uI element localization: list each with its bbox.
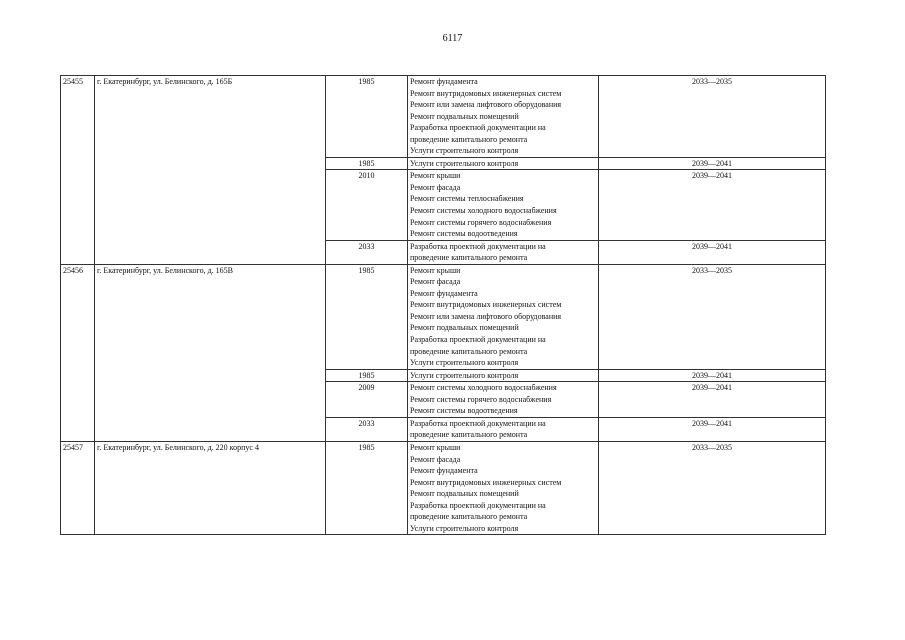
- planned-period: 2039—2041: [599, 417, 826, 441]
- works-list: [408, 157, 599, 170]
- table-row: [61, 441, 826, 534]
- work-item: Ремонт фундамента: [410, 77, 478, 86]
- work-item: Ремонт системы водоотведения: [410, 406, 518, 416]
- work-item: Услуги строительного контроля: [410, 146, 519, 156]
- table-row: [61, 264, 826, 369]
- planned-period: 2039—2041: [599, 157, 826, 170]
- work-item: Услуги строительного контроля: [410, 358, 519, 368]
- planned-period: 2033—2035: [599, 264, 826, 369]
- planned-period: 2039—2041: [599, 170, 826, 240]
- work-item: Ремонт крыши: [410, 442, 461, 452]
- record-address: г. Екатеринбург, ул. Белинского, д. 165В: [95, 264, 326, 441]
- work-item: Ремонт системы теплоснабжения: [410, 194, 524, 204]
- work-item: Ремонт внутридомовых инженерных систем: [410, 88, 562, 98]
- work-item: проведение капитального ремонта: [410, 134, 528, 144]
- work-item: Разработка проектной документации на: [410, 241, 546, 251]
- work-item: Ремонт фасада: [410, 454, 461, 464]
- record-id: 25457: [61, 441, 95, 534]
- record-id: 25455: [61, 76, 95, 265]
- repair-schedule-table: [60, 75, 826, 535]
- construction-year: 2009: [326, 382, 408, 418]
- work-item: Ремонт системы холодного водоснабжения: [410, 206, 557, 216]
- work-item: Ремонт системы холодного водоснабжения: [410, 383, 557, 393]
- work-item: Ремонт подвальных помещений: [410, 323, 519, 333]
- works-list: [408, 264, 599, 369]
- work-item: Ремонт фасада: [410, 277, 461, 287]
- construction-year: 2033: [326, 417, 408, 441]
- work-item: Разработка проектной документации на: [410, 335, 546, 345]
- works-list: [408, 170, 599, 240]
- work-item: проведение капитального ремонта: [410, 346, 528, 356]
- construction-year: 1985: [326, 441, 408, 534]
- record-address: г. Екатеринбург, ул. Белинского, д. 220 корпус 4: [95, 441, 326, 534]
- works-list: [408, 417, 599, 441]
- work-item: Ремонт крыши: [410, 265, 461, 275]
- planned-period: 2039—2041: [599, 240, 826, 264]
- record-id: 25456: [61, 264, 95, 441]
- work-item: Ремонт системы водоотведения: [410, 229, 518, 239]
- works-list: [408, 382, 599, 418]
- work-item: Ремонт системы горячего водоснабжения: [410, 217, 552, 227]
- work-item: Разработка проектной документации на: [410, 500, 546, 510]
- work-item: Ремонт внутридомовых инженерных систем: [410, 477, 562, 487]
- work-item: Ремонт подвальных помещений: [410, 111, 519, 121]
- construction-year: 2010: [326, 170, 408, 240]
- work-item: Ремонт или замена лифтового оборудования: [410, 311, 562, 321]
- work-item: Ремонт фундамента: [410, 288, 478, 298]
- works-list: [408, 76, 599, 158]
- work-item: Ремонт внутридомовых инженерных систем: [410, 300, 562, 310]
- planned-period: 2033—2035: [599, 441, 826, 534]
- construction-year: 1985: [326, 157, 408, 170]
- work-item: Ремонт или замена лифтового оборудования: [410, 100, 562, 110]
- work-item: проведение капитального ремонта: [410, 253, 528, 263]
- planned-period: 2033—2035: [599, 76, 826, 158]
- work-item: Услуги строительного контроля: [410, 158, 519, 168]
- construction-year: 1985: [326, 264, 408, 369]
- planned-period: 2039—2041: [599, 369, 826, 382]
- work-item: Разработка проектной документации на: [410, 123, 546, 133]
- works-list: [408, 240, 599, 264]
- work-item: Ремонт крыши: [410, 171, 461, 181]
- record-address: г. Екатеринбург, ул. Белинского, д. 165Б: [95, 76, 326, 265]
- construction-year: 2033: [326, 240, 408, 264]
- page-number: 6117: [442, 33, 463, 44]
- works-list: [408, 369, 599, 382]
- work-item: проведение капитального ремонта: [410, 430, 528, 440]
- table-row: [61, 76, 826, 158]
- work-item: Разработка проектной документации на: [410, 418, 546, 428]
- work-item: Ремонт системы горячего водоснабжения: [410, 394, 552, 404]
- work-item: Ремонт фундамента: [410, 466, 478, 476]
- work-item: Ремонт фасада: [410, 182, 461, 192]
- work-item: Услуги строительного контроля: [410, 523, 519, 533]
- construction-year: 1985: [326, 369, 408, 382]
- work-item: Услуги строительного контроля: [410, 370, 519, 380]
- works-list: [408, 441, 599, 534]
- planned-period: 2039—2041: [599, 382, 826, 418]
- work-item: проведение капитального ремонта: [410, 512, 528, 522]
- work-item: Ремонт подвальных помещений: [410, 489, 519, 499]
- construction-year: 1985: [326, 76, 408, 158]
